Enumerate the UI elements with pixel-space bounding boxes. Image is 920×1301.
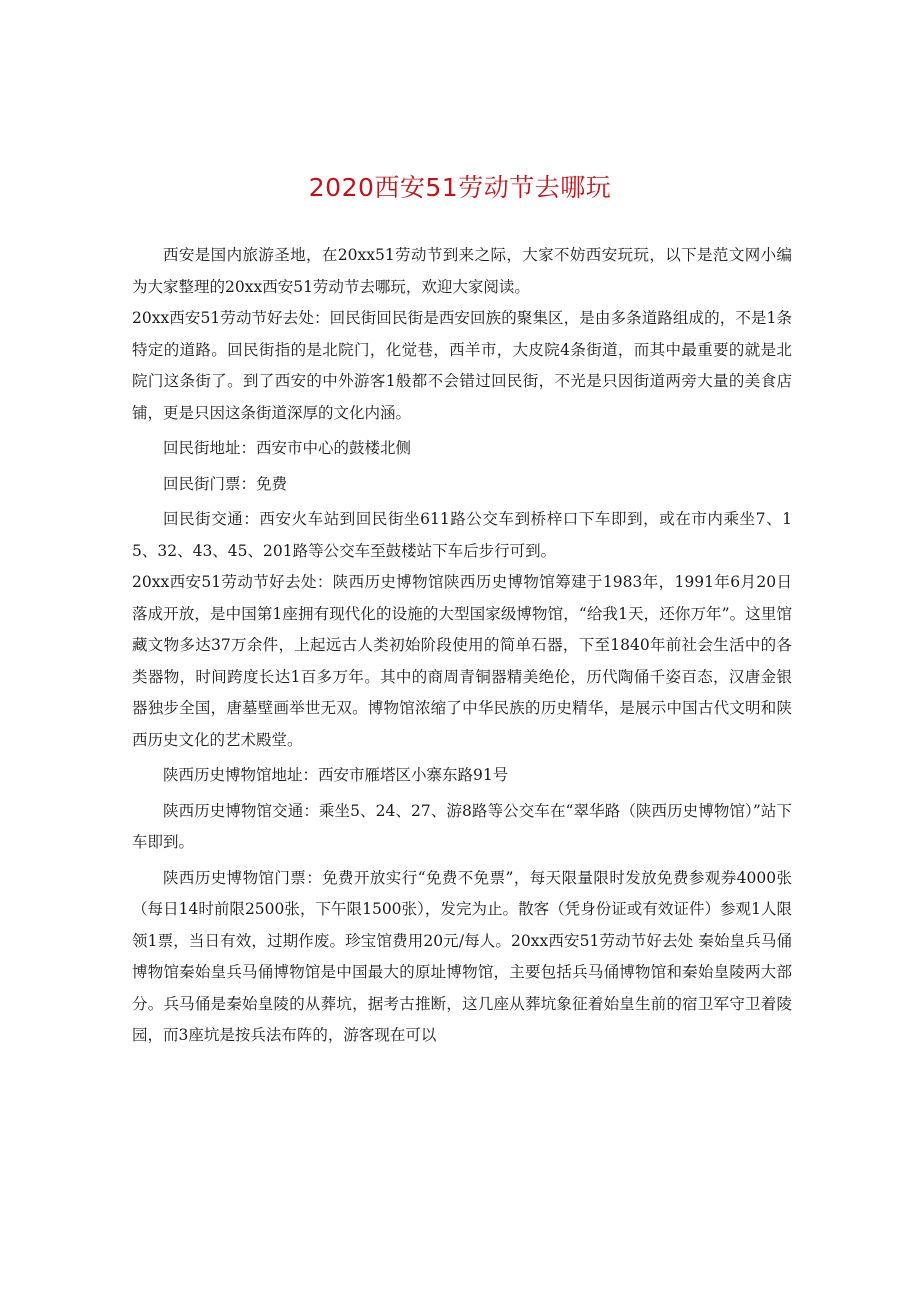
paragraph-huiminjie-address: 回民街地址：西安市中心的鼓楼北侧	[163, 439, 412, 457]
paragraph-shaanxi-museum: 20xx西安51劳动节好去处：陕西历史博物馆陕西历史博物馆筹建于1983年，1991年6月20日落成开放，是中国第1座拥有现代化的设施的大型国家级博物馆，“给我1天，还你万年”。这里馆藏文物多达37万余件，上起远古人类初始阶段使用的简单石器，下至1840年前社会生活中的各类器物，时间跨度长达1百多万年。其中的商周青铜器精美绝伦，历代陶俑千姿百态，汉唐金银器独步全国，唐墓壁画举世无双。博物馆浓缩了中华民族的历史精华，是展示中国古代文明和陕西历史文化的艺术殿堂。	[132, 573, 792, 749]
paragraph-huiminjie-transport: 回民街交通：西安火车站到回民街坐611路公交车到桥梓口下车即到，或在市内乘坐7、15、32、43、45、201路等公交车至鼓楼站下车后步行可到。	[132, 510, 792, 560]
paragraph-museum-ticket: 陕西历史博物馆门票：免费开放实行“免费不免票”，每天限量限时发放免费参观券4000张（每日14时前限2500张，下午限1500张），发完为止。散客（凭身份证或有效证件）参观1人限领1票，当日有效，过期作废。珍宝馆费用20元/每人。20xx西安51劳动节好去处 秦始皇兵马俑博物馆秦始皇兵马俑博物馆是中国最大的原址博物馆，主要包括兵马俑博物馆和秦始皇陵两大部分。兵马俑是秦始皇陵的从葬坑，据考古推断，这几座从葬坑象征着始皇生前的宿卫军守卫着陵园，而3座坑是按兵法布阵的，游客现在可以	[132, 868, 792, 1044]
paragraph-huiminjie-ticket: 回民街门票：免费	[163, 474, 288, 493]
document-title: 2020西安51劳动节去哪玩	[308, 173, 612, 202]
paragraph-intro: 西安是国内旅游圣地，在20xx51劳动节到来之际，大家不妨西安玩玩，以下是范文网小编为大家整理的20xx西安51劳动节去哪玩，欢迎大家阅读。	[132, 246, 792, 296]
paragraph-museum-address: 陕西历史博物馆地址：西安市雁塔区小寨东路91号	[163, 766, 509, 784]
document-body	[132, 240, 792, 1052]
paragraph-huiminjie: 20xx西安51劳动节好去处：回民街回民街是西安回族的聚集区，是由多条道路组成的，不是1条特定的道路。回民街指的是北院门，化觉巷，西羊市，大皮院4条街道，而其中最重要的就是北院门这条街了。到了西安的中外游客1般都不会错过回民街，不光是只因街道两旁大量的美食店铺，更是只因这条街道深厚的文化内涵。	[132, 309, 792, 422]
paragraph-museum-transport: 陕西历史博物馆交通：乘坐5、24、27、游8路等公交车在“翠华路（陕西历史博物馆）”站下车即到。	[132, 801, 792, 851]
